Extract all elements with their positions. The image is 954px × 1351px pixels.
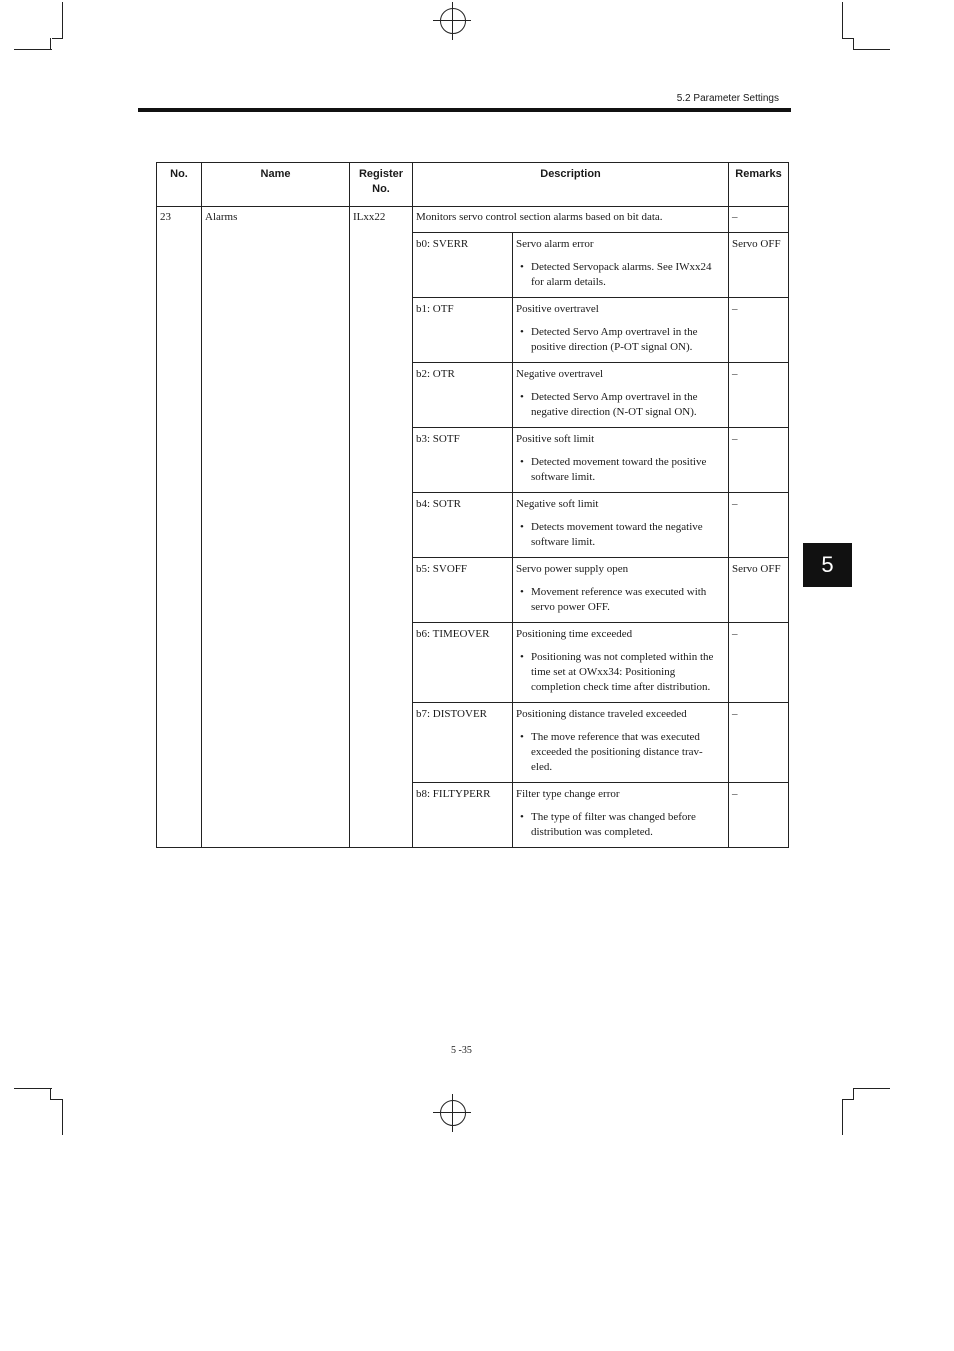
cell-bit-remarks <box>729 363 789 428</box>
cell-bit-description <box>513 493 729 558</box>
cell-bit-description <box>513 623 729 703</box>
bit-detail: The move reference that was executed exceeded the positioning distance trav-eled. <box>531 731 703 773</box>
cell-bit-remarks <box>729 703 789 783</box>
crop-mark <box>842 1099 854 1100</box>
column-header-register: Register No. <box>350 163 413 207</box>
list-item <box>516 260 725 290</box>
registration-mark-top <box>440 8 466 34</box>
crop-mark <box>52 38 63 39</box>
bit-title: Negative overtravel <box>516 368 604 380</box>
bit-remarks: – <box>732 788 738 800</box>
bit-title: Filter type change error <box>516 788 620 800</box>
bit-label: b4: SOTR <box>416 498 461 510</box>
crop-mark <box>62 2 63 39</box>
cell-bit <box>413 363 513 428</box>
column-header-no: No. <box>157 163 202 207</box>
column-header-name: Name <box>202 163 350 207</box>
registration-mark-bottom <box>452 1094 453 1132</box>
crop-mark <box>853 49 890 50</box>
cell-bit <box>413 783 513 848</box>
bullet-icon: • <box>520 731 524 743</box>
registration-mark-bottom <box>440 1100 466 1126</box>
list-item <box>516 650 725 695</box>
cell-bit-description <box>513 428 729 493</box>
bit-title: Negative soft limit <box>516 498 599 510</box>
bit-detail: The type of filter was changed before distribution was completed. <box>531 811 696 838</box>
bullet-icon: • <box>520 391 524 403</box>
bit-detail: Detected movement toward the positive software limit. <box>531 456 707 483</box>
list-item <box>516 390 725 420</box>
bullet-icon: • <box>520 586 524 598</box>
list-item <box>516 730 725 775</box>
list-item <box>516 325 725 355</box>
cell-bit-remarks <box>729 233 789 298</box>
list-item <box>516 520 725 550</box>
crop-mark <box>842 1099 843 1135</box>
bullet-icon: • <box>520 521 524 533</box>
cell-name: Alarms <box>202 207 350 848</box>
cell-bit-remarks <box>729 493 789 558</box>
cell-bit <box>413 298 513 363</box>
cell-bit <box>413 703 513 783</box>
bullet-icon: • <box>520 651 524 663</box>
page-number: 5 -35 <box>451 1045 472 1056</box>
cell-bit-remarks <box>729 298 789 363</box>
cell-bit-description <box>513 298 729 363</box>
bit-detail: Detected Servo Amp overtravel in the positive direction (P-OT signal ON). <box>531 326 698 353</box>
bit-title: Positioning distance traveled exceeded <box>516 708 687 720</box>
crop-mark <box>853 1088 890 1089</box>
bit-label: b3: SOTF <box>416 433 460 445</box>
cell-remarks: – <box>729 207 789 233</box>
list-item <box>516 810 725 840</box>
cell-bit-remarks <box>729 623 789 703</box>
bit-detail: Movement reference was executed with servo power OFF. <box>531 586 707 613</box>
registration-mark-top <box>452 2 453 40</box>
column-header-remarks: Remarks <box>729 163 789 207</box>
header-rule <box>138 108 791 112</box>
cell-bit-description <box>513 363 729 428</box>
cell-no: 23 <box>157 207 202 848</box>
crop-mark <box>14 1088 52 1089</box>
bit-remarks: Servo OFF <box>732 563 781 575</box>
crop-mark <box>50 38 51 50</box>
cell-bit-description <box>513 233 729 298</box>
bit-title: Servo alarm error <box>516 238 594 250</box>
chapter-tab <box>803 543 852 587</box>
bit-label: b1: OTF <box>416 303 454 315</box>
crop-mark <box>62 1099 63 1135</box>
bit-title: Positioning time exceeded <box>516 628 633 640</box>
bit-title: Positive overtravel <box>516 303 599 315</box>
bullet-icon: • <box>520 811 524 823</box>
bullet-icon: • <box>520 326 524 338</box>
cell-register: ILxx22 <box>350 207 413 848</box>
cell-bit-description <box>513 703 729 783</box>
bit-label: b6: TIMEOVER <box>416 628 490 640</box>
crop-mark <box>14 49 52 50</box>
bit-remarks: – <box>732 303 738 315</box>
list-item <box>516 455 725 485</box>
bit-remarks: – <box>732 433 738 445</box>
list-item <box>516 585 725 615</box>
cell-bit-description <box>513 558 729 623</box>
bullet-icon: • <box>520 261 524 273</box>
cell-bit <box>413 233 513 298</box>
bullet-icon: • <box>520 456 524 468</box>
cell-bit <box>413 558 513 623</box>
bit-label: b5: SVOFF <box>416 563 468 575</box>
bit-detail: Positioning was not completed within the time set at OWxx34: Positioning completion check time after distribution. <box>531 651 714 693</box>
table-header-row <box>157 163 789 207</box>
crop-mark <box>842 2 843 39</box>
bit-remarks: – <box>732 628 738 640</box>
bit-detail: Detected Servo Amp overtravel in the negative direction (N-OT signal ON). <box>531 391 698 418</box>
cell-bit <box>413 428 513 493</box>
parameter-table <box>156 162 789 848</box>
cell-bit-remarks <box>729 558 789 623</box>
table-row <box>157 207 789 233</box>
section-header: 5.2 Parameter Settings <box>676 93 779 104</box>
bit-detail: Detects movement toward the negative software limit. <box>531 521 703 548</box>
cell-bit <box>413 493 513 558</box>
bit-detail: Detected Servopack alarms. See IWxx24 for alarm details. <box>531 261 712 288</box>
bit-remarks: – <box>732 708 738 720</box>
bit-label: b2: OTR <box>416 368 455 380</box>
bit-label: b8: FILTYPERR <box>416 788 491 800</box>
cell-bit-remarks <box>729 428 789 493</box>
bit-remarks: Servo OFF <box>732 238 781 250</box>
cell-description: Monitors servo control section alarms based on bit data. <box>413 207 729 233</box>
bit-remarks: – <box>732 498 738 510</box>
cell-bit <box>413 623 513 703</box>
bit-remarks: – <box>732 368 738 380</box>
bit-label: b0: SVERR <box>416 238 469 250</box>
cell-bit-description <box>513 783 729 848</box>
bit-title: Positive soft limit <box>516 433 595 445</box>
cell-bit-remarks <box>729 783 789 848</box>
bit-title: Servo power supply open <box>516 563 629 575</box>
chapter-number: 5 <box>821 552 834 577</box>
column-header-description: Description <box>413 163 729 207</box>
bit-label: b7: DISTOVER <box>416 708 487 720</box>
